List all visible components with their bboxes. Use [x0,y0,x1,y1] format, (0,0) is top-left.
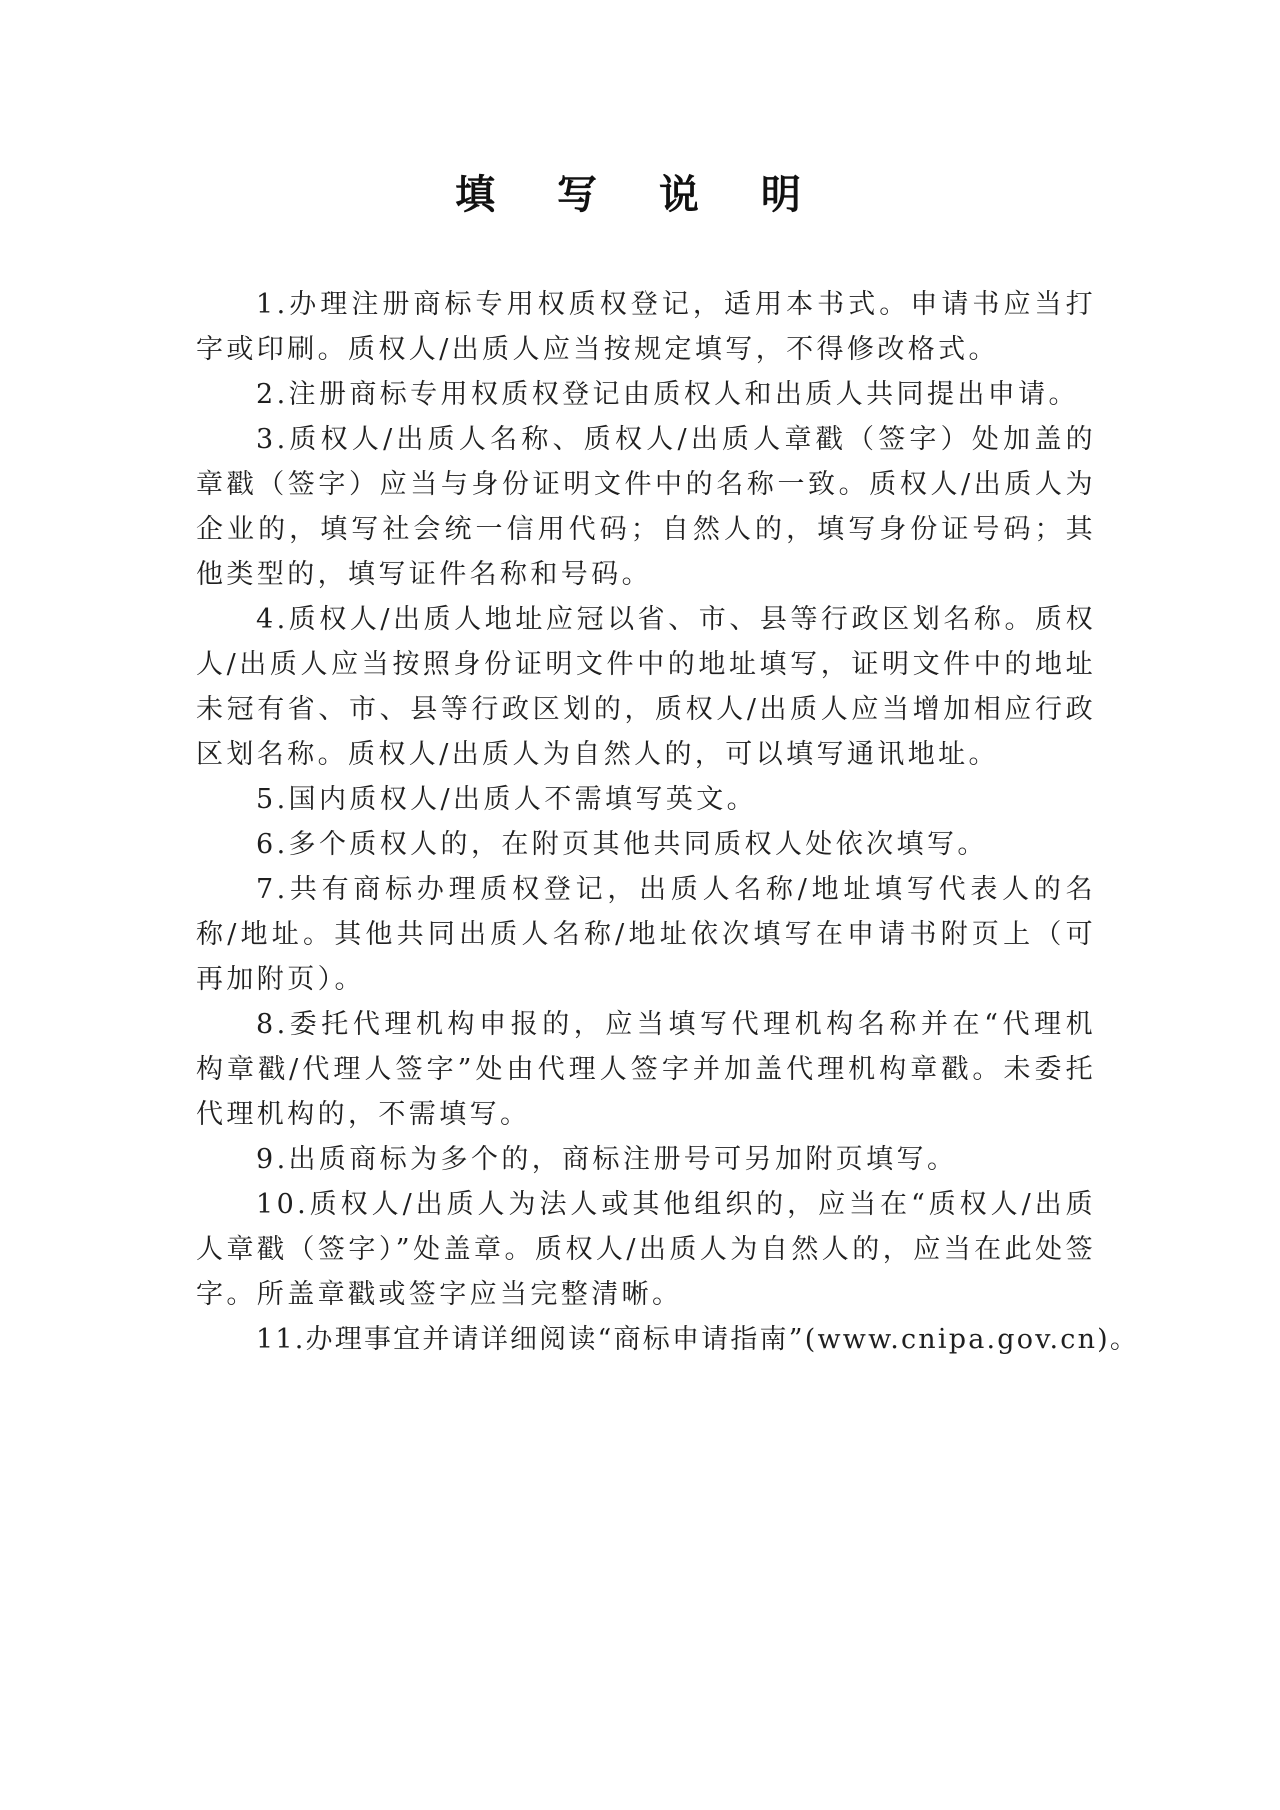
instruction-item-5: 5.国内质权人/出质人不需填写英文。 [256,784,758,815]
instruction-item-3: 3.质权人/出质人名称、质权人/出质人章戳（签字）处加盖的章戳（签字）应当与身份证明文件中的名称一致。质权人/出质人为企业的，填写社会统一信用代码；自然人的，填写身份证号码；其他类型的，填写证件名称和号码。 [196,424,1096,590]
instruction-item-6: 6.多个质权人的，在附页其他共同质权人处依次填写。 [256,829,988,860]
instruction-item-2: 2.注册商标专用权质权登记由质权人和出质人共同提出申请。 [256,379,1079,410]
instruction-item-11: 11.办理事宜并请详细阅读“商标申请指南”(www.cnipa.gov.cn)。 [256,1324,1140,1355]
instruction-item-8: 8.委托代理机构申报的，应当填写代理机构名称并在“代理机构章戳/代理人签字”处由代理人签字并加盖代理机构章戳。未委托代理机构的，不需填写。 [196,1009,1096,1130]
instruction-item-4: 4.质权人/出质人地址应冠以省、市、县等行政区划名称。质权人/出质人应当按照身份证明文件中的地址填写，证明文件中的地址未冠有省、市、县等行政区划的，质权人/出质人应当增加相应行政区划名称。质权人/出质人为自然人的，可以填写通讯地址。 [196,604,1096,770]
instruction-item-10: 10.质权人/出质人为法人或其他组织的，应当在“质权人/出质人章戳（签字）”处盖章。质权人/出质人为自然人的，应当在此处签字。所盖章戳或签字应当完整清晰。 [196,1189,1096,1310]
instruction-item-7: 7.共有商标办理质权登记，出质人名称/地址填写代表人的名称/地址。其他共同出质人名称/地址依次填写在申请书附页上（可再加附页）。 [196,874,1096,995]
instruction-list [196,282,1140,1362]
page-title: 填 写 说 明 [455,172,825,218]
instruction-item-9: 9.出质商标为多个的，商标注册号可另加附页填写。 [256,1144,958,1175]
instruction-item-1: 1.办理注册商标专用权质权登记，适用本书式。申请书应当打字或印刷。质权人/出质人应当按规定填写，不得修改格式。 [196,289,1096,365]
